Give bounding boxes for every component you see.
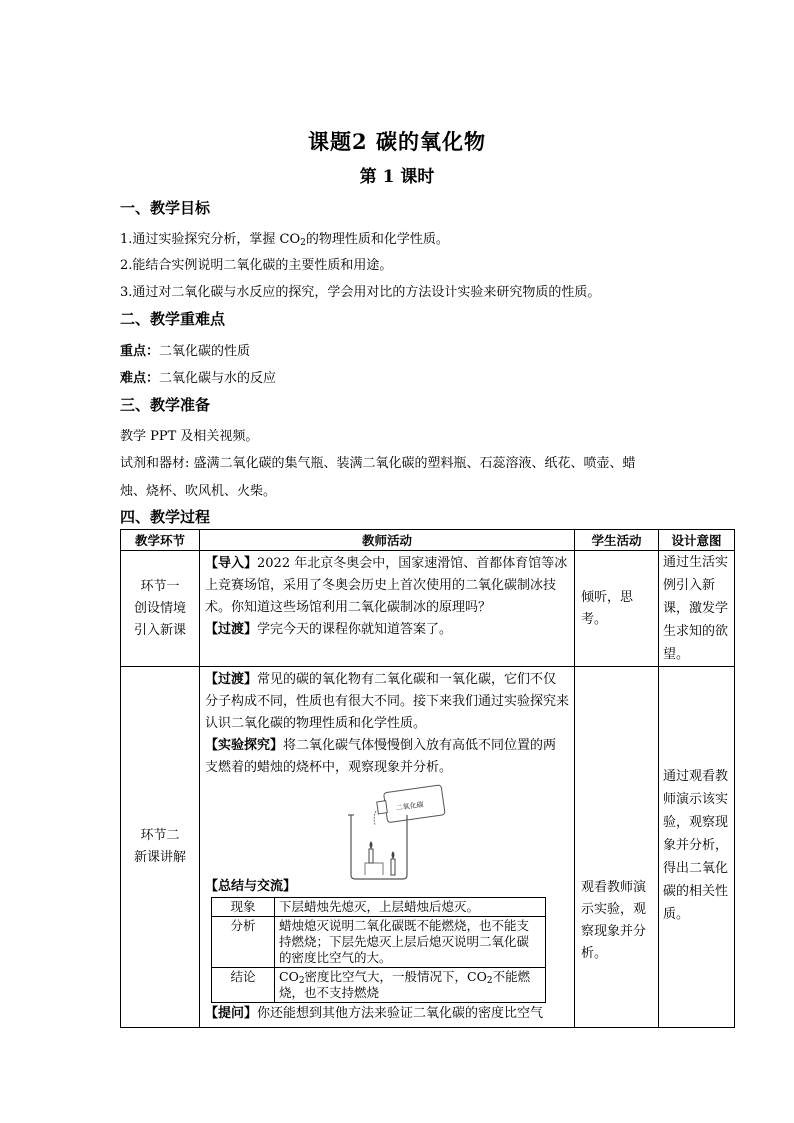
- summary-key: 分析: [212, 917, 275, 968]
- summary-value: $CO_2$密度比空气大，一般情况下，$CO_2$不能燃烧，也不支持燃烧: [275, 968, 546, 1003]
- candle-beaker-illustration: [205, 779, 570, 881]
- table-row: [121, 667, 735, 1028]
- summary-row: [212, 968, 546, 1003]
- experiment-diagram: [205, 779, 569, 881]
- prep-line-1: 教学 PPT 及相关视频。: [120, 429, 259, 444]
- lesson-subtitle: 第 1 课时: [359, 167, 435, 187]
- difficulty-line: 难点：二氧化碳与水的反应: [120, 371, 277, 386]
- goal-3: 3.通过对二氧化碳与水反应的探究，学会用对比的方法设计实验来研究物质的性质。: [120, 285, 601, 300]
- flame-icon: [370, 841, 373, 849]
- beaker-icon: [351, 815, 407, 879]
- summary-label: 【总结与交流】: [205, 879, 297, 894]
- prep-line-2: 试剂和器材: 盛满二氧化碳的集气瓶、装满二氧化碳的塑料瓶、石蕊溶液、纸花、喷壶、蜡: [120, 456, 636, 471]
- focus-line: 重点：二氧化碳的性质: [120, 344, 251, 359]
- lesson-title: 课题2 碳的氧化物: [308, 129, 486, 154]
- summary-key: 现象: [212, 898, 275, 917]
- section-heading-process: 四、教学过程: [120, 508, 211, 526]
- summary-key: 结论: [212, 968, 275, 1003]
- summary-value: 蜡烛熄灭说明二氧化碳既不能燃烧，也不能支持燃烧；下层先熄灭上层后熄灭说明二氧化碳的密度比空气的大。: [275, 917, 546, 968]
- header-stage: 教学环节: [121, 530, 200, 551]
- teacher-activity-cell: [200, 551, 575, 667]
- header-student: 学生活动: [575, 530, 659, 551]
- teaching-process-table: [120, 529, 735, 1028]
- teacher-paragraph: 【过渡】常见的碳的氧化物有二氧化碳和一氧化碳，它们不仅分子构成不同，性质也有很大不同。接下来我们通过实验探究来认识二氧化碳的物理性质和化学性质。: [205, 672, 570, 731]
- stage-text: 引入新课: [133, 622, 186, 638]
- stage-text: 创设情境: [133, 600, 186, 616]
- summary-value: 下层蜡烛先熄灭，上层蜡烛后熄灭。: [275, 898, 546, 917]
- question-paragraph: 【提问】你还能想到其他方法来验证二氧化碳的密度比空气: [205, 1006, 544, 1021]
- stage-text: 新课讲解: [133, 850, 186, 865]
- candle-icon: [391, 859, 395, 875]
- teacher-paragraph: 【导入】2022 年北京冬奥会中，国家速滑馆、首都体育馆等冰上竞赛场馆，采用了冬奥会历史上首次使用的二氧化碳制冰技术。你知道这些场馆利用二氧化碳制冰的原理吗？: [205, 556, 568, 615]
- stage-cell: [121, 551, 200, 667]
- design-intent-cell: 通过生活实例引入新课，激发学生求知的欲望。: [659, 551, 735, 667]
- summary-row: [212, 898, 546, 917]
- table-row: [121, 551, 735, 667]
- section-heading-preparation: 三、教学准备: [120, 396, 211, 414]
- teacher-paragraph: 【实验探究】将二氧化碳气体慢慢倒入放有高低不同位置的两支燃着的蜡烛的烧杯中，观察现象并分析。: [205, 738, 557, 775]
- section-heading-key-points: 二、教学重难点: [120, 310, 226, 328]
- design-intent-cell: 通过观看教师演示该实验，观察现象并分析，得出二氧化碳的相关性质。: [659, 667, 735, 1028]
- goal-1: 1.通过实验探究分析，掌握 $CO_2$的物理性质和化学性质。: [120, 232, 449, 248]
- student-activity-cell: 观看教师演示实验，观察现象并分析。: [575, 667, 659, 1028]
- summary-table: [211, 897, 546, 1003]
- goal-2: 2.能结合实例说明二氧化碳的主要性质和用途。: [120, 258, 393, 273]
- section-heading-goals: 一、教学目标: [120, 199, 211, 217]
- stage-cell: [121, 667, 200, 1028]
- teacher-activity-cell: [200, 667, 575, 1028]
- candle-icon: [369, 849, 373, 863]
- student-activity-cell: 倾听，思考。: [575, 551, 659, 667]
- teacher-paragraph: 【过渡】学完今天的课程你就知道答案了。: [205, 622, 453, 637]
- stage-text: 环节二: [140, 828, 180, 843]
- table-header-row: [121, 530, 735, 551]
- prep-line-3: 烛、烧杯、吹风机、火柴。: [120, 484, 277, 499]
- bottle-label: 二氧化碳: [395, 800, 425, 813]
- flame-icon: [392, 851, 395, 859]
- summary-row: [212, 917, 546, 968]
- stage-text: 环节一: [140, 578, 180, 594]
- header-intent: 设计意图: [659, 530, 735, 551]
- header-teacher: 教师活动: [200, 530, 575, 551]
